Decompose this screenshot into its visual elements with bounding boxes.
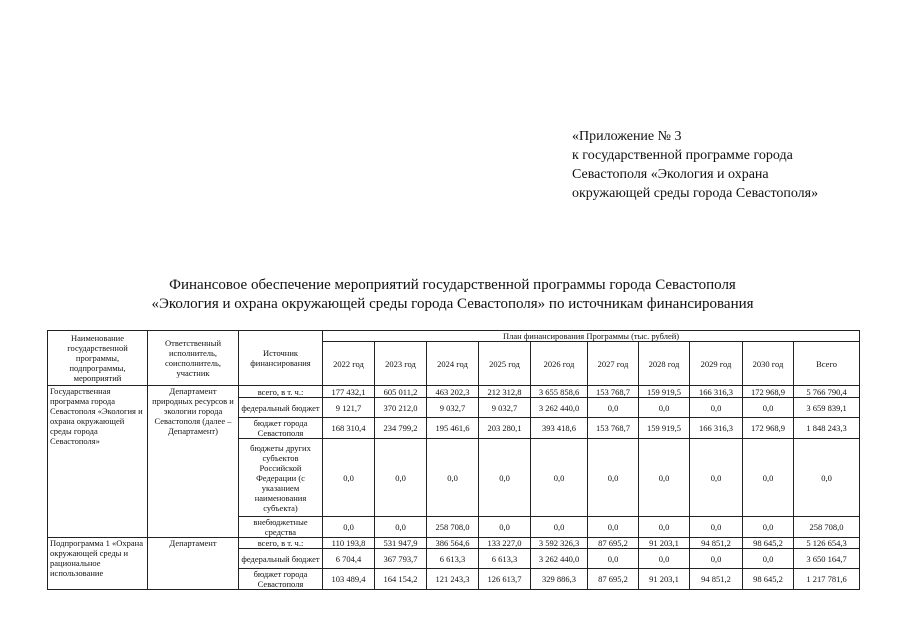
year-value-cell: 94 851,2 bbox=[690, 569, 743, 590]
year-value-cell: 9 032,7 bbox=[479, 398, 531, 418]
table-row bbox=[48, 386, 860, 398]
total-value-cell: 5 766 790,4 bbox=[794, 386, 860, 398]
year-value-cell: 0,0 bbox=[639, 398, 690, 418]
annex-line-1: «Приложение № 3 bbox=[572, 129, 682, 144]
funding-source-cell: бюджет города Севастополя bbox=[239, 418, 323, 439]
executor-cell: Департамент природных ресурсов и экологии города Севастополя (далее – Департамент) bbox=[148, 386, 239, 538]
annex-line-4: окружающей среды города Севастополя» bbox=[572, 186, 819, 201]
year-value-cell: 159 919,5 bbox=[639, 386, 690, 398]
year-value-cell: 386 564,6 bbox=[427, 538, 479, 549]
header-year: 2022 год bbox=[323, 342, 375, 386]
year-value-cell: 6 704,4 bbox=[323, 549, 375, 569]
year-value-cell: 367 793,7 bbox=[375, 549, 427, 569]
year-value-cell: 0,0 bbox=[743, 517, 794, 538]
year-value-cell: 0,0 bbox=[690, 517, 743, 538]
funding-source-cell: всего, в т. ч.: bbox=[239, 538, 323, 549]
year-value-cell: 103 489,4 bbox=[323, 569, 375, 590]
year-value-cell: 133 227,0 bbox=[479, 538, 531, 549]
year-value-cell: 0,0 bbox=[743, 398, 794, 418]
funding-source-cell: федеральный бюджет bbox=[239, 398, 323, 418]
year-value-cell: 159 919,5 bbox=[639, 418, 690, 439]
total-value-cell: 5 126 654,3 bbox=[794, 538, 860, 549]
year-value-cell: 329 886,3 bbox=[531, 569, 588, 590]
header-year: 2028 год bbox=[639, 342, 690, 386]
year-value-cell: 0,0 bbox=[479, 439, 531, 517]
header-year: 2030 год bbox=[743, 342, 794, 386]
year-value-cell: 91 203,1 bbox=[639, 538, 690, 549]
total-value-cell: 258 708,0 bbox=[794, 517, 860, 538]
year-value-cell: 3 592 326,3 bbox=[531, 538, 588, 549]
year-value-cell: 0,0 bbox=[588, 439, 639, 517]
year-value-cell: 3 655 858,6 bbox=[531, 386, 588, 398]
year-value-cell: 9 032,7 bbox=[427, 398, 479, 418]
year-value-cell: 370 212,0 bbox=[375, 398, 427, 418]
title-line-2: «Экология и охрана окружающей среды города Севастополя» по источникам финансирования bbox=[151, 296, 754, 312]
year-value-cell: 9 121,7 bbox=[323, 398, 375, 418]
table-row bbox=[48, 538, 860, 549]
header-year: 2023 год bbox=[375, 342, 427, 386]
year-value-cell: 0,0 bbox=[588, 517, 639, 538]
year-value-cell: 258 708,0 bbox=[427, 517, 479, 538]
header-total: Всего bbox=[794, 342, 860, 386]
executor-cell: Департамент bbox=[148, 538, 239, 590]
year-value-cell: 172 968,9 bbox=[743, 386, 794, 398]
header-year: 2025 год bbox=[479, 342, 531, 386]
year-value-cell: 0,0 bbox=[375, 517, 427, 538]
year-value-cell: 234 799,2 bbox=[375, 418, 427, 439]
annex-reference bbox=[572, 127, 818, 203]
year-value-cell: 0,0 bbox=[639, 549, 690, 569]
year-value-cell: 87 695,2 bbox=[588, 538, 639, 549]
year-value-cell: 0,0 bbox=[639, 439, 690, 517]
funding-source-cell: федеральный бюджет bbox=[239, 549, 323, 569]
year-value-cell: 126 613,7 bbox=[479, 569, 531, 590]
year-value-cell: 463 202,3 bbox=[427, 386, 479, 398]
year-value-cell: 177 432,1 bbox=[323, 386, 375, 398]
year-value-cell: 0,0 bbox=[323, 517, 375, 538]
header-year: 2024 год bbox=[427, 342, 479, 386]
year-value-cell: 0,0 bbox=[743, 549, 794, 569]
year-value-cell: 110 193,8 bbox=[323, 538, 375, 549]
year-value-cell: 172 968,9 bbox=[743, 418, 794, 439]
header-executor: Ответственный исполнитель, соисполнитель, участник bbox=[148, 331, 239, 386]
funding-source-cell: бюджет города Севастополя bbox=[239, 569, 323, 590]
year-value-cell: 0,0 bbox=[588, 398, 639, 418]
year-value-cell: 0,0 bbox=[743, 439, 794, 517]
year-value-cell: 393 418,6 bbox=[531, 418, 588, 439]
header-year: 2029 год bbox=[690, 342, 743, 386]
title-line-1: Финансовое обеспечение мероприятий государственной программы города Севастополя bbox=[169, 277, 736, 293]
year-value-cell: 153 768,7 bbox=[588, 418, 639, 439]
year-value-cell: 166 316,3 bbox=[690, 418, 743, 439]
funding-source-cell: бюджеты других субъектов Российской Федерации (с указанием наименования субъекта) bbox=[239, 439, 323, 517]
year-value-cell: 0,0 bbox=[427, 439, 479, 517]
year-value-cell: 87 695,2 bbox=[588, 569, 639, 590]
year-value-cell: 98 645,2 bbox=[743, 538, 794, 549]
year-value-cell: 0,0 bbox=[375, 439, 427, 517]
financing-table bbox=[47, 330, 860, 590]
total-value-cell: 0,0 bbox=[794, 439, 860, 517]
total-value-cell: 3 659 839,1 bbox=[794, 398, 860, 418]
year-value-cell: 0,0 bbox=[531, 517, 588, 538]
year-value-cell: 0,0 bbox=[531, 439, 588, 517]
financing-table-body bbox=[48, 386, 860, 590]
year-value-cell: 605 011,2 bbox=[375, 386, 427, 398]
year-value-cell: 0,0 bbox=[690, 439, 743, 517]
year-value-cell: 121 243,3 bbox=[427, 569, 479, 590]
year-value-cell: 212 312,8 bbox=[479, 386, 531, 398]
annex-line-2: к государственной программе города bbox=[572, 148, 793, 163]
year-value-cell: 195 461,6 bbox=[427, 418, 479, 439]
year-value-cell: 203 280,1 bbox=[479, 418, 531, 439]
year-value-cell: 0,0 bbox=[479, 517, 531, 538]
year-value-cell: 3 262 440,0 bbox=[531, 549, 588, 569]
program-name-cell: Государственная программа города Севастополя «Экология и охрана окружающей среды города Севастополя» bbox=[48, 386, 148, 538]
year-value-cell: 166 316,3 bbox=[690, 386, 743, 398]
total-value-cell: 1 217 781,6 bbox=[794, 569, 860, 590]
year-value-cell: 0,0 bbox=[639, 517, 690, 538]
header-year: 2027 год bbox=[588, 342, 639, 386]
year-value-cell: 153 768,7 bbox=[588, 386, 639, 398]
year-value-cell: 0,0 bbox=[690, 549, 743, 569]
annex-line-3: Севастополя «Экология и охрана bbox=[572, 167, 769, 182]
year-value-cell: 6 613,3 bbox=[479, 549, 531, 569]
document-title bbox=[0, 276, 905, 314]
program-name-cell: Подпрограмма 1 «Охрана окружающей среды и рациональное использование bbox=[48, 538, 148, 590]
header-year: 2026 год bbox=[531, 342, 588, 386]
year-value-cell: 94 851,2 bbox=[690, 538, 743, 549]
year-value-cell: 0,0 bbox=[588, 549, 639, 569]
total-value-cell: 1 848 243,3 bbox=[794, 418, 860, 439]
year-value-cell: 531 947,9 bbox=[375, 538, 427, 549]
year-value-cell: 91 203,1 bbox=[639, 569, 690, 590]
header-name: Наименование государственной программы, подпрограммы, мероприятий bbox=[48, 331, 148, 386]
year-value-cell: 98 645,2 bbox=[743, 569, 794, 590]
year-value-cell: 164 154,2 bbox=[375, 569, 427, 590]
year-value-cell: 0,0 bbox=[690, 398, 743, 418]
year-value-cell: 6 613,3 bbox=[427, 549, 479, 569]
year-value-cell: 168 310,4 bbox=[323, 418, 375, 439]
year-value-cell: 3 262 440,0 bbox=[531, 398, 588, 418]
funding-source-cell: всего, в т. ч.: bbox=[239, 386, 323, 398]
header-source: Источник финансирования bbox=[239, 331, 323, 386]
year-value-cell: 0,0 bbox=[323, 439, 375, 517]
header-plan: План финансирования Программы (тыс. рублей) bbox=[323, 331, 860, 342]
total-value-cell: 3 650 164,7 bbox=[794, 549, 860, 569]
funding-source-cell: внебюджетные средства bbox=[239, 517, 323, 538]
